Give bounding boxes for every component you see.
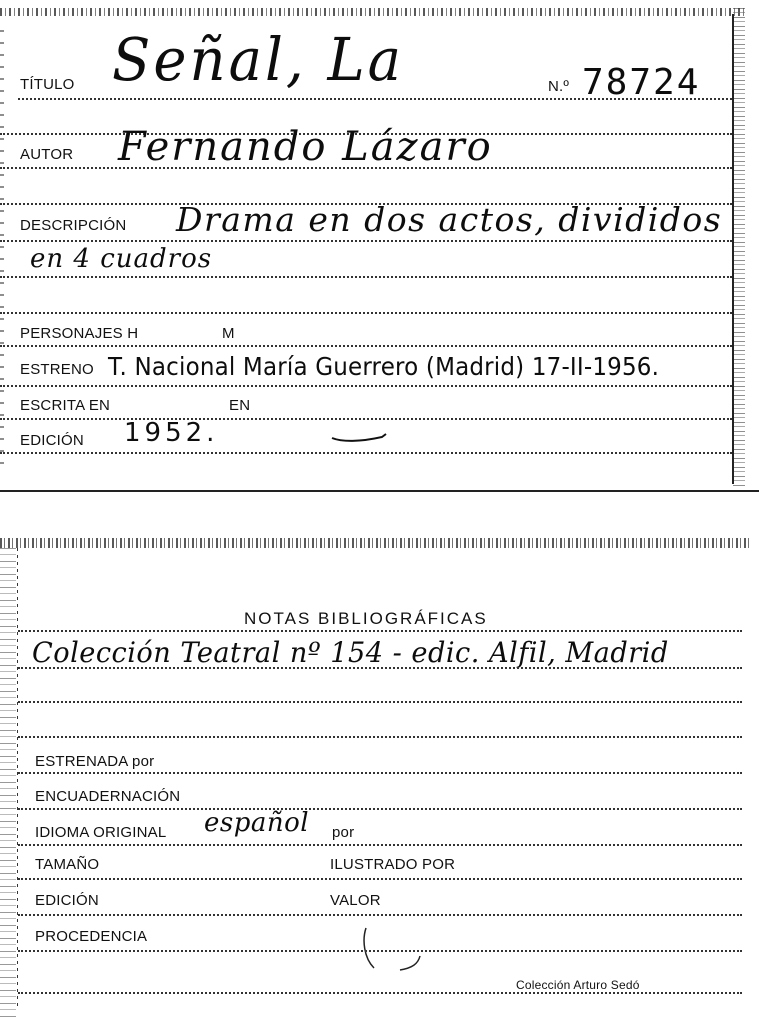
rule-line — [18, 98, 732, 100]
rule-line — [0, 240, 732, 242]
rule-line — [0, 418, 732, 420]
number-label: N.º — [548, 78, 570, 95]
card-border — [17, 548, 18, 1008]
binding-label: ENCUADERNACIÓN — [35, 788, 181, 805]
collection-stamp: Colección Arturo Sedó — [516, 978, 640, 992]
card-torn-edge — [0, 538, 750, 548]
rule-line — [18, 878, 742, 880]
rule-line — [18, 844, 742, 846]
number-value: 78724 — [582, 62, 701, 103]
original-language-label: IDIOMA ORIGINAL — [35, 824, 167, 841]
card-bottom-edge — [0, 490, 759, 492]
rule-line — [18, 701, 742, 703]
card-border — [732, 14, 734, 484]
premiere-value: T. Nacional María Guerrero (Madrid) 17-II-1956. — [108, 352, 660, 381]
bibliographic-notes-line1: Colección Teatral nº 154 - edic. Alfil, Madrid — [32, 636, 669, 669]
rule-line — [18, 667, 742, 669]
provenance-label: PROCEDENCIA — [35, 928, 148, 945]
author-value: Fernando Lázaro — [118, 124, 493, 170]
card-torn-edge — [0, 8, 745, 16]
rule-line — [18, 772, 742, 774]
size-label: TAMAÑO — [35, 856, 100, 873]
rule-line — [0, 312, 732, 314]
card-left-edge — [0, 548, 16, 1018]
edition-value: 1952. — [124, 418, 219, 448]
description-value-line1: Drama en dos actos, divididos — [176, 200, 723, 239]
rule-line — [18, 992, 742, 994]
rule-line — [18, 950, 742, 952]
card-left-edge — [0, 30, 4, 470]
edition-bottom-label: EDICIÓN — [35, 892, 99, 909]
written-in-place-label: EN — [229, 397, 251, 414]
rule-line — [0, 167, 732, 169]
description-value-line2: en 4 cuadros — [30, 244, 213, 274]
title-value: Señal, La — [112, 26, 405, 95]
premiere-label: ESTRENO — [20, 361, 94, 378]
rule-line — [0, 452, 732, 454]
rule-line — [0, 345, 732, 347]
characters-label: PERSONAJES H — [20, 325, 139, 342]
card-right-edge — [733, 8, 745, 488]
value-label: VALOR — [330, 892, 381, 909]
characters-women-label: M — [222, 325, 235, 342]
rule-line — [18, 630, 742, 632]
bibliographic-notes-heading: NOTAS BIBLIOGRÁFICAS — [244, 609, 488, 628]
written-in-label: ESCRITA EN — [20, 397, 111, 414]
pen-mark — [330, 426, 390, 448]
title-label: TÍTULO — [20, 76, 75, 93]
description-label: DESCRIPCIÓN — [20, 217, 127, 234]
premiered-by-label: ESTRENADA por — [35, 753, 155, 770]
edition-label: EDICIÓN — [20, 432, 84, 449]
illustrated-by-label: ILUSTRADO POR — [330, 856, 456, 873]
rule-line — [0, 385, 732, 387]
rule-line — [18, 808, 742, 810]
catalog-card-front — [0, 0, 759, 500]
author-label: AUTOR — [20, 146, 74, 163]
translated-by-label: por — [332, 824, 355, 841]
rule-line — [18, 736, 742, 738]
rule-line — [0, 276, 732, 278]
original-language-value: español — [204, 808, 310, 838]
rule-line — [18, 914, 742, 916]
